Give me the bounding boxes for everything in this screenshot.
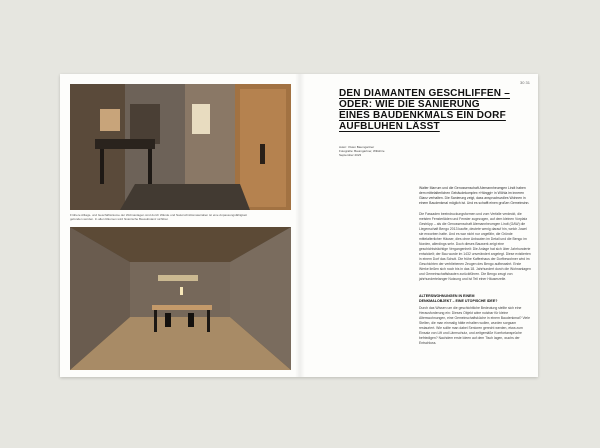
headline-line-2: ODER: WIE DIE SANIERUNG: [339, 99, 480, 110]
headline-line-1: DEN DIAMANTEN GESCHLIFFEN –: [339, 88, 510, 99]
right-page: [299, 74, 538, 377]
magazine-spread: [60, 74, 538, 377]
kitchen-illustration: [70, 84, 291, 210]
publication-date: September 2023: [339, 153, 362, 157]
article-meta: [339, 145, 399, 157]
body-paragraph-2: Durch das Wissen um die geschichtliche Bedeutung stellte sich eine Herausforderung ein: Dieses Objekt wäre nutzbar für kleine Alterswohnungen, eine Gemeinschaftsküche in einem Baudenkmal? Viele Stellen, die man einmalig hätte erhalten wollen, wurden sorgsam restauriert. Wie sollte man dabei Senioren gerecht werden, etwa zum Einsatz von Lift und Lärmschutz, und zeitgemäße Komfortansprüche befriedigen? Nachdem erste Ideen auf dem Tisch lagen, wuchs der Entschluss.: [419, 306, 530, 345]
dining-room-photo: [70, 227, 291, 370]
kitchen-photo: [70, 84, 291, 210]
photo-caption: Frühere Alltags- und Geschäftsräume der Wohnanlagen sind durch Wände und Naturschnittsmaterialien ist eine Anpassungsfähigkeit gefunden worden. In allen Räumen wird historische Bausubstanz sichtbar.: [70, 213, 247, 221]
article-headline: [339, 88, 519, 132]
photo-credit: Fotografie: Baumgartner, Wiltshire: [339, 149, 385, 153]
left-page: [60, 74, 299, 377]
dining-room-illustration: [70, 227, 291, 370]
page-number: 30 31: [519, 80, 530, 85]
subhead-line-1: ALTERSWOHNUNGEN IN EINEM: [419, 294, 475, 298]
author-line: Autor: Vivien Baumgartner: [339, 145, 375, 149]
intro-paragraph: Walter Marrum und die Genossenschaft Alemannheumgen Lindt haben dem mittelalterlichen Gebäudekomplex »Hänggi« in Wöhla im inneren Glanz verhalten. Die Sanierung zeigt, dass anspruchsvolles Wohnen in einem Baudenkmal möglich ist. Und es schafft einen großen Gemeinsinn.: [419, 186, 530, 205]
headline-line-3: EINES BAUDENKMALS EIN DORF: [339, 110, 506, 121]
headline-line-4: AUFBLÜHEN LÄSST: [339, 121, 440, 132]
subhead-line-2: DENKMALOBJEKT – EINE UTOPISCHE IDEE?: [419, 299, 498, 303]
section-subhead: [419, 294, 531, 304]
body-paragraph-1: Die Fassaden beeindruckungsformen und vom Verfalle verdeckt, die meisten Fensterläden und Fenster zugezogen, auf dem kleinen Vorplatz Gestrüpp – als die Genossenschaft Alemannheumgen Lindt (GAW) die Liegenschaft Bengo 2013 kaufte, deutete wenig darauf hin, welch Juwel sie erworben hatte. Und es war nicht nur ungefähr, die Gründe mittelalterlicher Häuser, dies ohne Anbauten im Detail und die Bengo im Norden, allerdings sehr. Doch dieses Bauwerk zeigt eine geschichtsträchtige Vergangenheit: Die Anlage hat sich über Jahrhunderte entwickelt; der Bau wurde im 1432 unverändert angelegt. Diese existierten in einem Dorf das Schutt. Die frühe Kaffeehaus der Dorfbewohner wird im Geschichten der verbliebenen Zeugen des Bengo aufbewahrt. Erste Werke ließen sich noch bis in das 18. Jahrhundert durch die Wohnanlagen und Gemeinschaftsbauten zurückführen. Die Bengo zeugt von jahrhundertelanger Nutzung und ist Teil einer Häuserzeile.: [419, 212, 531, 281]
